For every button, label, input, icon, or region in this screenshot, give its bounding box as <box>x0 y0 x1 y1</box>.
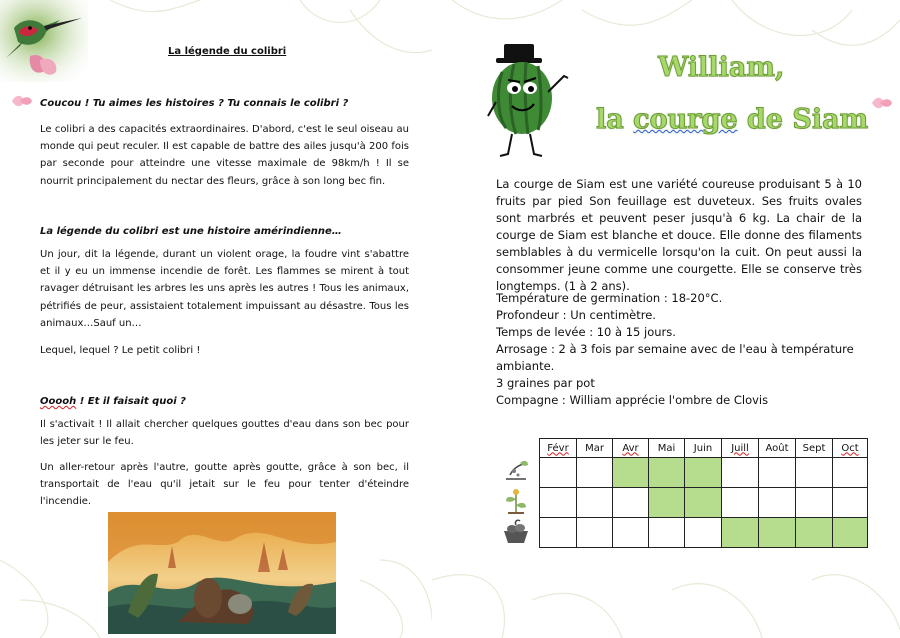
title-line-2 <box>596 104 868 135</box>
calendar-cell-févr <box>540 518 577 548</box>
calendar-cell-mar <box>577 458 613 488</box>
calendar-cell-juin <box>685 458 722 488</box>
spec-emergence-time: Temps de levée : 10 à 15 jours. <box>496 325 676 339</box>
harvest-icon <box>500 517 532 545</box>
month-header: Juin <box>693 442 713 454</box>
calendar-cell-août <box>759 458 796 488</box>
spec-watering: Arrosage : 2 à 3 fois par semaine avec de l'eau à température ambiante. <box>496 342 854 373</box>
month-header: Sept <box>802 442 826 454</box>
calendar-cell-mai <box>649 458 685 488</box>
plant-growth-icon <box>500 487 532 515</box>
month-header: Juill <box>731 442 749 454</box>
pink-flower-icon-right <box>870 96 894 110</box>
sowing-icon <box>500 457 532 485</box>
calendar-cell-juin <box>685 488 722 518</box>
calendar-cell-août <box>759 488 796 518</box>
calendar-cell-févr <box>540 488 577 518</box>
calendar-cell-mai <box>649 518 685 548</box>
calendar-cell-avr <box>613 458 649 488</box>
forest-fire-illustration <box>108 512 336 634</box>
month-header: Août <box>765 442 789 454</box>
calendar-cell-févr <box>540 458 577 488</box>
paragraph-which: Lequel, lequel ? Le petit colibri ! <box>40 345 201 356</box>
paragraph-activity: Il s'activait ! Il allait chercher quelques gouttes d'eau dans son bec pour les jeter sur le feu. <box>40 419 409 448</box>
calendar-cell-août <box>759 518 796 548</box>
calendar-header-row <box>540 439 868 458</box>
intro-question: Coucou ! Tu aimes les histoires ? Tu connais le colibri ? <box>40 98 349 109</box>
calendar-cell-mar <box>577 488 613 518</box>
calendar-cell-juill <box>722 458 759 488</box>
month-header: Oct <box>841 442 859 454</box>
calendar-row-sowing <box>540 458 868 488</box>
hummingbird-image <box>0 0 88 82</box>
calendar-cell-mai <box>649 488 685 518</box>
calendar-cell-juill <box>722 488 759 518</box>
squiggle-word: Ooooh <box>40 396 77 407</box>
title-line-2-post: de Siam <box>737 104 869 135</box>
paragraph-legend: Un jour, dit la légende, durant un violent orage, la foudre vint s'abattre et il y eu un immense incendie de forêt. Les flammes se mirent à tout ravager détruisant les arbres les uns après les autres ! Tous les animaux, pétrifiés de peur, assistaient totalement impuissant au désastre. Tous les animaux…Sauf un… <box>40 249 409 329</box>
calendar-cell-mar <box>577 518 613 548</box>
subtitle-rest: ! Et il faisait quoi ? <box>76 396 186 407</box>
title-line-1: William, <box>658 52 785 83</box>
growing-specs <box>496 290 862 409</box>
paragraph-round-trip: Un aller-retour après l'autre, goutte après goutte, grâce à son bec, il transportait de l'eau qu'il jetait sur le feu pour tenter d'éteindre l'incendie. <box>40 462 409 508</box>
spec-germination-temperature: Température de germination : 18-20°C. <box>496 291 723 305</box>
calendar-row-harvest <box>540 518 868 548</box>
spec-depth: Profondeur : Un centimètre. <box>496 308 656 322</box>
month-header: Avr <box>622 442 639 454</box>
left-page <box>0 0 433 638</box>
month-header: Mar <box>585 442 604 454</box>
month-header: Mai <box>657 442 676 454</box>
title-line-2-pre: la <box>596 104 634 135</box>
spec-seeds-per-pot: 3 graines par pot <box>496 376 595 390</box>
story-title: La légende du colibri <box>168 46 287 57</box>
month-header: Févr <box>547 442 569 454</box>
squash-description: La courge de Siam est une variété coureuse produisant 5 à 10 fruits par pied Son feuillage est duveteux. Ses fruits ovales sont marbrés et peuvent peser jusqu'à 6 kg. La chair de la courge de Siam est blanche et douce. Elle donne des filaments semblables à du vermicelle lorsqu'on la cuit. On peut aussi la consommer jeune comme une courgette. Elle se conserve très longtemps. (1 à 2 ans). <box>496 177 862 293</box>
calendar-cell-avr <box>613 518 649 548</box>
calendar-cell-oct <box>833 458 868 488</box>
growing-calendar <box>539 438 868 548</box>
subtitle-legend: La légende du colibri est une histoire amérindienne… <box>40 226 342 237</box>
calendar-cell-oct <box>833 488 868 518</box>
calendar-body <box>540 458 868 548</box>
calendar-cell-juin <box>685 518 722 548</box>
watermelon-character-image <box>486 42 578 160</box>
calendar-cell-juill <box>722 518 759 548</box>
calendar-cell-sept <box>796 488 833 518</box>
calendar-cell-avr <box>613 488 649 518</box>
paragraph-capabilities: Le colibri a des capacités extraordinaires. D'abord, c'est le seul oiseau au monde qui peut reculer. Il est capable de battre des ailes jusqu'à 200 fois par seconde pour atteindre une vitesse maximale de 98km/h ! Il se nourrit principalement du nectar des fleurs, grâce à son long bec fin. <box>40 124 409 187</box>
pink-flower-icon <box>10 94 34 108</box>
title-line-2-squiggle: courge <box>633 104 738 135</box>
calendar-cell-oct <box>833 518 868 548</box>
subtitle-what-did-it-do <box>40 393 409 410</box>
calendar-cell-sept <box>796 518 833 548</box>
calendar-row-plant-growth <box>540 488 868 518</box>
spec-companion: Compagne : William apprécie l'ombre de Clovis <box>496 393 769 407</box>
calendar-cell-sept <box>796 458 833 488</box>
